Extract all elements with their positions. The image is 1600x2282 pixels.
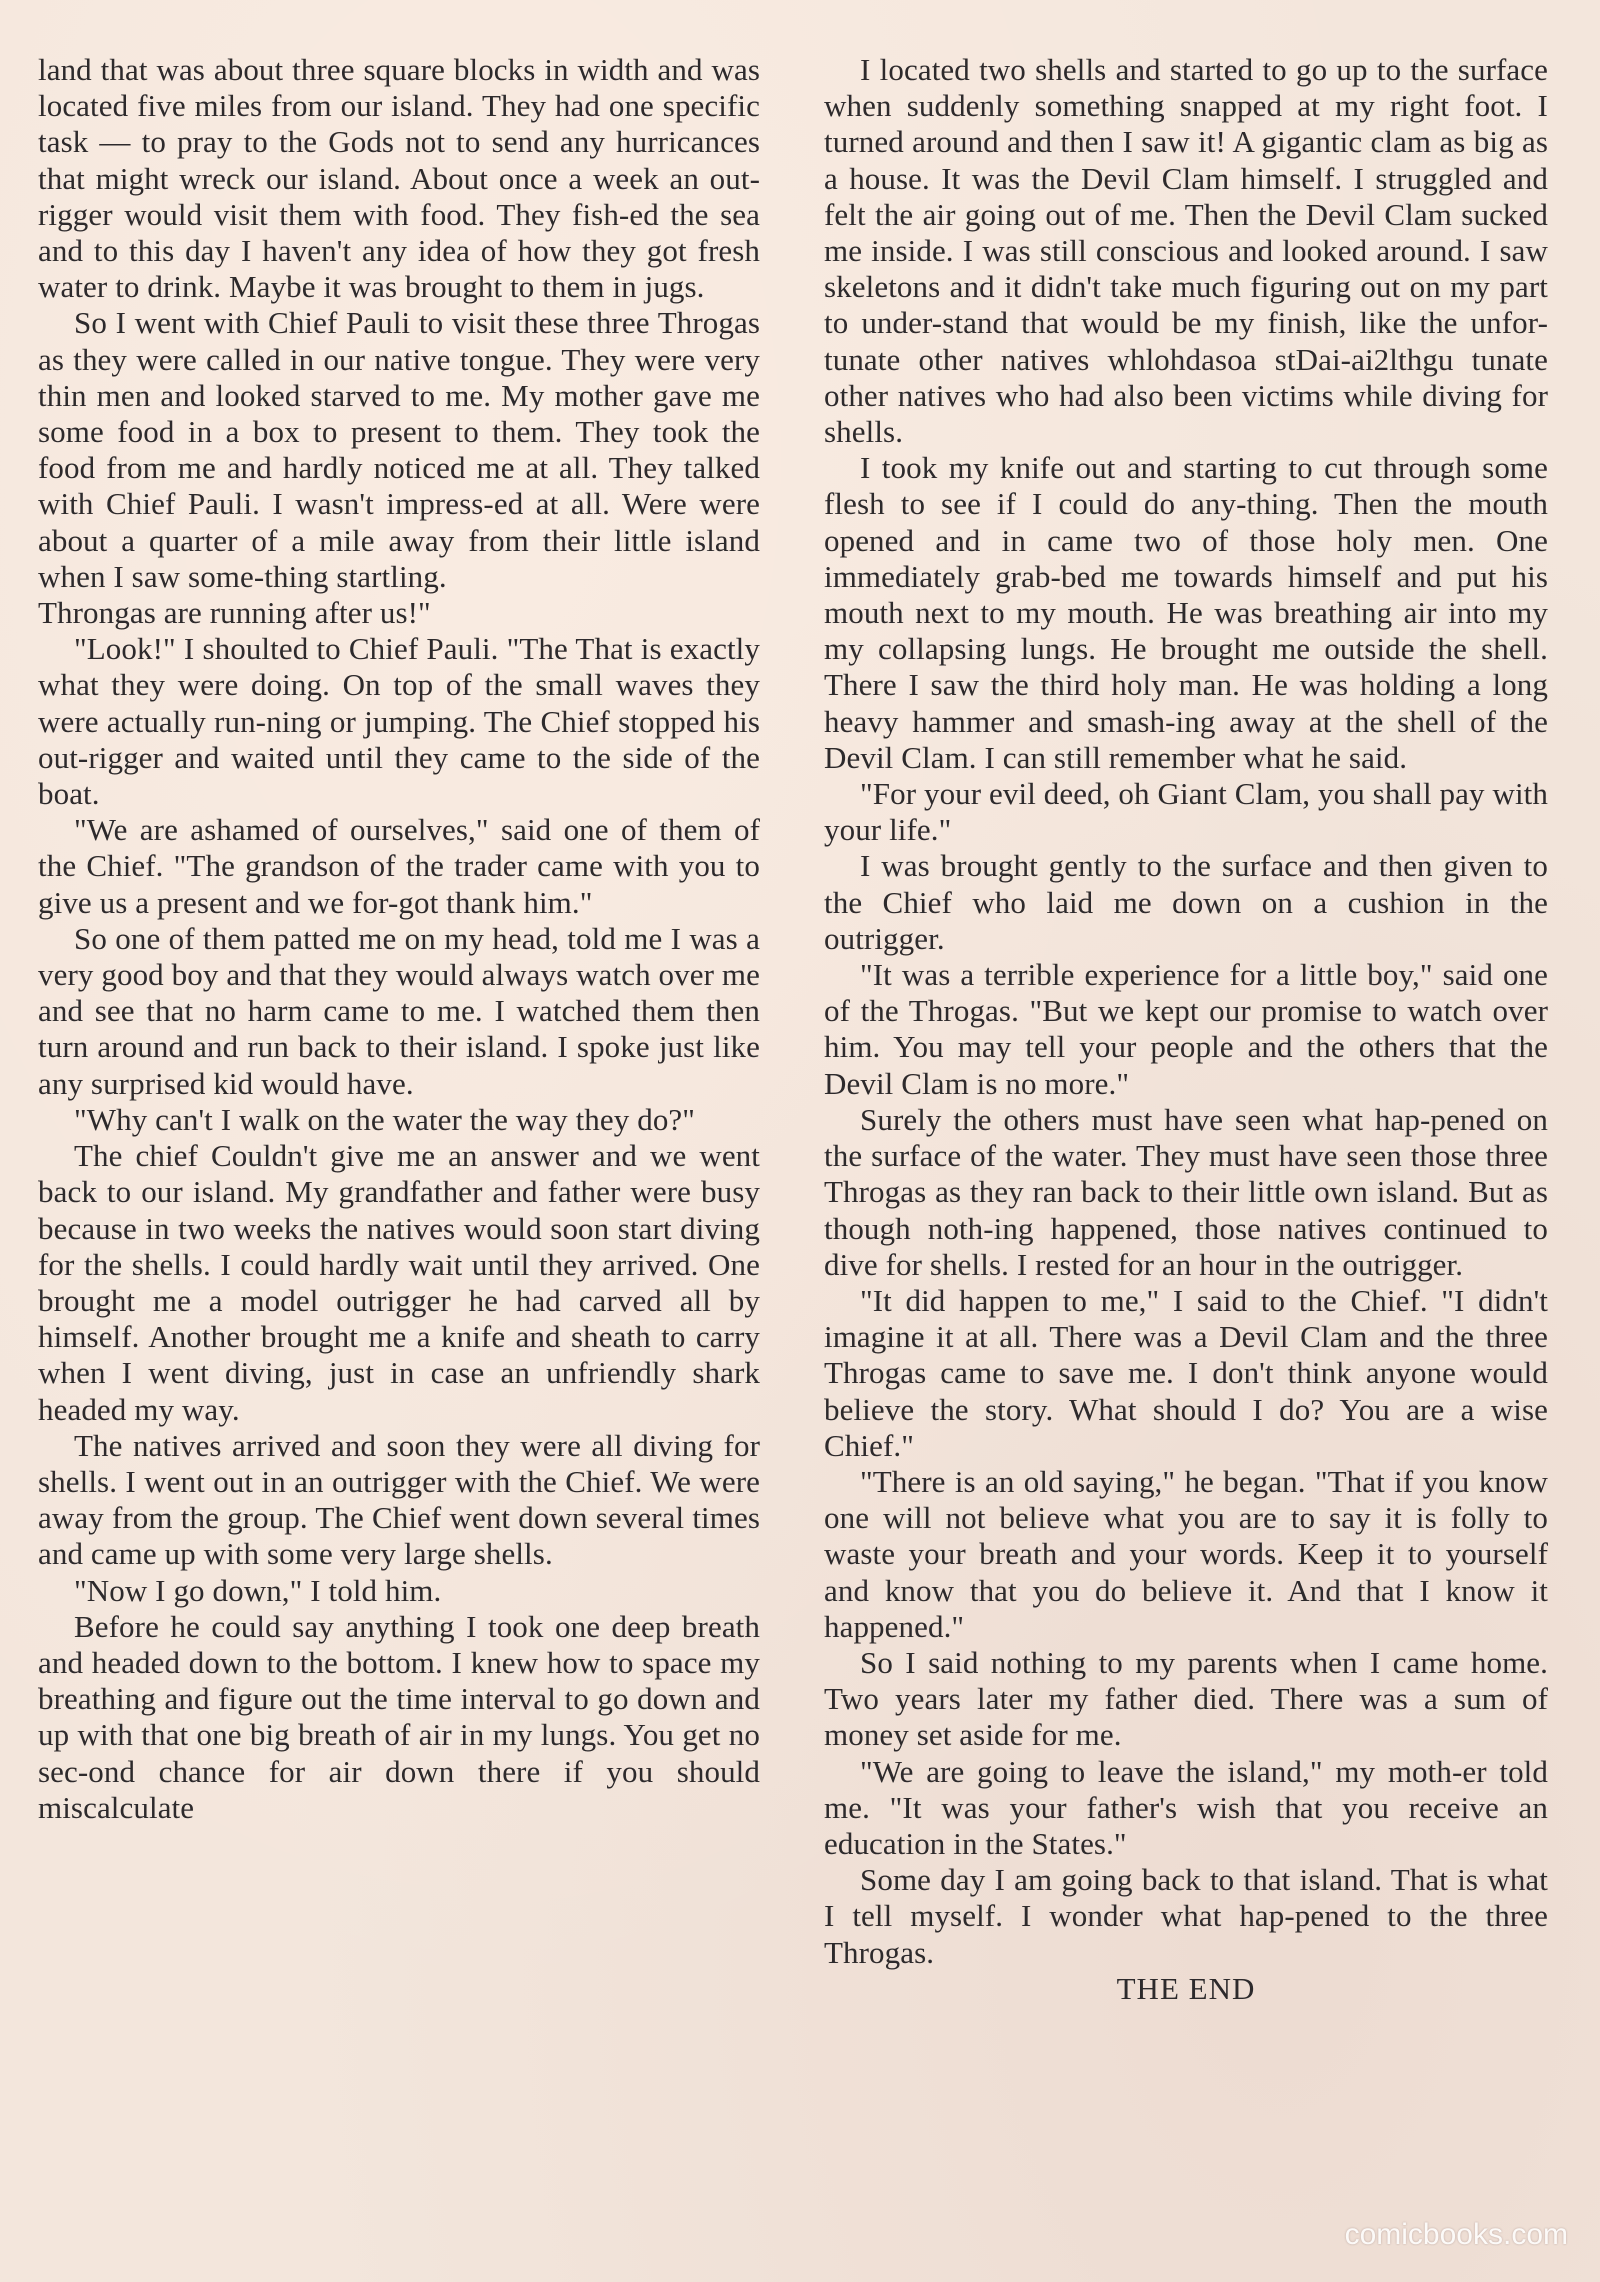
story-paragraph: "For your evil deed, oh Giant Clam, you shall pay with your life." xyxy=(824,776,1548,848)
story-paragraph: "It did happen to me," I said to the Chief. "I didn't imagine it at all. There was a Devil Clam and the three Throgas came to save me. I don't think anyone would believe the story. What should I do? You are a wise Chief." xyxy=(824,1282,1548,1463)
story-paragraph: I located two shells and started to go up to the surface when suddenly something snapped at my right foot. I turned around and then I saw it! A gigantic clam as big as a house. It was the Devil Clam himself. I struggled and felt the air going out of me. Then the Devil Clam sucked me inside. I was still conscious and looked around. I saw skeletons and it didn't take much figuring out on my part to under-stand that would be my finish, like the unfor-tunate other natives whlohdasoa stDai-ai2lthgu tunate other natives who had also been victims while diving for shells. xyxy=(824,52,1548,450)
the-end-label: THE END xyxy=(1116,1970,1256,2006)
story-paragraph: So I said nothing to my parents when I came home. Two years later my father died. There was a sum of money set aside for me. xyxy=(824,1644,1548,1753)
story-paragraph: I was brought gently to the surface and then given to the Chief who laid me down on a cushion in the outrigger. xyxy=(824,848,1548,956)
site-watermark: comicbooks.com xyxy=(1344,2218,1568,2251)
story-paragraph: The natives arrived and soon they were all diving for shells. I went out in an outrigger with the Chief. We were away from the group. The Chief went down several times and came up with some very large shells. xyxy=(38,1427,760,1572)
story-paragraph: Throngas are running after us!" xyxy=(38,595,431,631)
story-paragraph: "Look!" I shoulted to Chief Pauli. "The That is exactly what they were doing. On top of the small waves they were actually run-ning or jumping. The Chief stopped his out-rigger and waited until they came to the side of the boat. xyxy=(38,631,760,812)
story-paragraph: "Now I go down," I told him. xyxy=(74,1572,442,1608)
story-paragraph: "Why can't I walk on the water the way they do?" xyxy=(74,1101,696,1137)
story-paragraph: "We are ashamed of ourselves," said one of them of the Chief. "The grandson of the trader came with you to give us a present and we for-got thank him." xyxy=(38,812,760,920)
story-paragraph: "We are going to leave the island," my moth-er told me. "It was your father's wish that you receive an education in the States." xyxy=(824,1753,1548,1861)
story-paragraph: Some day I am going back to that island. That is what I tell myself. I wonder what hap-pened to the three Throgas. xyxy=(824,1862,1548,1970)
story-paragraph: "It was a terrible experience for a little boy," said one of the Throgas. "But we kept our promise to watch over him. You may tell your people and the others that the Devil Clam is no more." xyxy=(824,957,1548,1101)
story-paragraph: I took my knife out and starting to cut through some flesh to see if I could do any-thing. Then the mouth opened and in came two of those holy men. One immediately grab-bed me towards himself and put his mouth next to my mouth. He was breathing air into my my collapsing lungs. He brought me outside the shell. There I saw the third holy man. He was holding a long heavy hammer and smash-ing away at the shell of the Devil Clam. I can still remember what he said. xyxy=(824,450,1548,775)
story-paragraph: "There is an old saying," he began. "That if you know one will not believe what you are to say it is folly to waste your breath and your words. Keep it to yourself and know that you do believe it. And that I know it happened." xyxy=(824,1463,1548,1644)
story-paragraph: The chief Couldn't give me an answer and we went back to our island. My grandfather and father were busy because in two weeks the natives would soon start diving for the shells. I could hardly wait until they arrived. One brought me a model outrigger he had carved all by himself. Another brought me a knife and sheath to carry when I went diving, just in case an unfriendly shark headed my way. xyxy=(38,1138,760,1427)
right-text-column xyxy=(824,52,1548,2007)
left-text-column xyxy=(38,52,760,1826)
story-paragraph: Before he could say anything I took one deep breath and headed down to the bottom. I knew how to space my breathing and figure out the time interval to go down and up with that one big breath of air in my lungs. You get no sec-ond chance for air down there if you should miscalculate xyxy=(38,1608,760,1825)
story-paragraph: So one of them patted me on my head, told me I was a very good boy and that they would always watch over me and see that no harm came to me. I watched them then turn around and run back to their island. I spoke just like any surprised kid would have. xyxy=(38,920,760,1101)
story-paragraph: land that was about three square blocks in width and was located five miles from our island. They had one specific task — to pray to the Gods not to send any hurricances that might wreck our island. About once a week an out-rigger would visit them with food. They fish-ed the sea and to this day I haven't any idea of how they got fresh water to drink. Maybe it was brought to them in jugs. xyxy=(38,52,760,305)
story-paragraph: Surely the others must have seen what hap-pened on the surface of the water. They must have seen those three Throgas as they ran back to their little own island. But as though noth-ing happened, those natives continued to dive for shells. I rested for an hour in the outrigger. xyxy=(824,1101,1548,1282)
story-paragraph: So I went with Chief Pauli to visit these three Throgas as they were called in our native tongue. They were very thin men and looked starved to me. My mother gave me some food in a box to present to them. They took the food from me and hardly noticed me at all. They talked with Chief Pauli. I wasn't impress-ed at all. Were were about a quarter of a mile away from their little island when I saw some-thing startling. xyxy=(38,305,760,594)
